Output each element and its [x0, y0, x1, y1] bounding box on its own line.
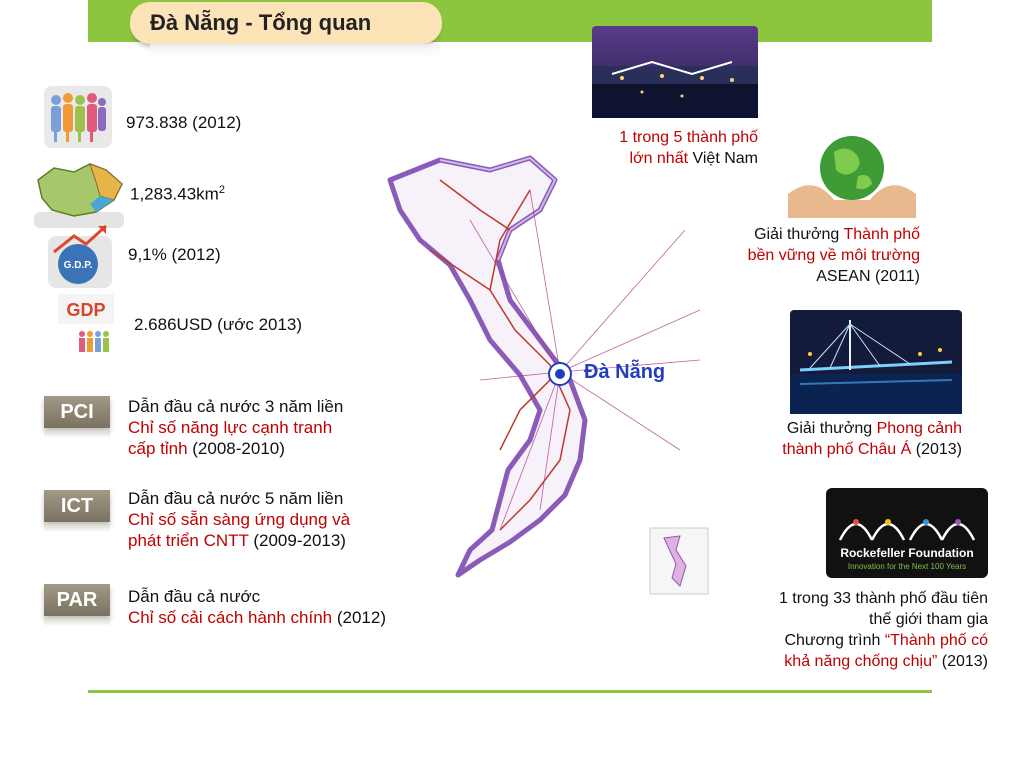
people-icon: [44, 86, 112, 148]
par-badge: PAR: [44, 584, 110, 616]
gdp-per-capita-value: 2.686USD (ước 2013): [134, 315, 303, 334]
area-value: $1,283.43km^2$: [130, 184, 225, 204]
bridge-night-photo: [790, 310, 962, 414]
award-sustainable-city: Giải thưởng Thành phố bền vững về môi trường ASEAN (2011): [747, 226, 920, 285]
pci-badge-reflection: [44, 430, 110, 438]
par-description: Dẫn đầu cả nước Chỉ số cải cách hành chính (2012): [128, 587, 386, 627]
danang-location-marker: [547, 361, 573, 387]
green-globe-photo: [784, 114, 920, 218]
award-largest-city: 1 trong 5 thành phố lớn nhất Việt Nam: [619, 129, 758, 167]
ict-description: Dẫn đầu cả nước 5 năm liền Chỉ số sẵn sàng ứng dụng và phát triển CNTT (2009-2013): [128, 489, 351, 550]
population-value: 973.838 (2012): [126, 113, 242, 132]
gdp-pc-icon-text: GDP: [66, 300, 106, 320]
pci-badge: PCI: [44, 396, 110, 428]
city-night-photo: [592, 26, 758, 118]
par-badge-reflection: [44, 618, 110, 626]
award-resilient-cities: 1 trong 33 thành phố đầu tiên thế giới tham gia Chương trình “Thành phố có khả năng chống chịu” (2013): [778, 590, 988, 670]
rockefeller-foundation-logo: [826, 488, 988, 578]
title-reflection: [150, 44, 440, 60]
area-map-icon: [34, 160, 124, 228]
gdp-growth-icon: [48, 222, 112, 288]
ict-badge: ICT: [44, 490, 110, 522]
page-title: Đà Nẵng - Tổng quan: [150, 10, 372, 35]
pci-description: Dẫn đầu cả nước 3 năm liền Chỉ số năng lực cạnh tranh cấp tỉnh (2008-2010): [128, 397, 344, 458]
danang-map-label: Đà Nẵng: [584, 361, 666, 383]
gdp-icon-text: G.D.P.: [63, 260, 93, 271]
gdp-per-capita-icon: [56, 292, 116, 358]
bottom-divider: [88, 690, 932, 693]
gdp-growth-value: 9,1% (2012): [128, 245, 221, 264]
logo-title: Rockefeller Foundation: [840, 546, 974, 560]
ict-badge-reflection: [44, 524, 110, 532]
logo-subtitle: Innovation for the Next 100 Years: [847, 562, 967, 571]
award-asian-city-landscape: Giải thưởng Phong cảnh thành phố Châu Á (2013): [782, 420, 962, 458]
